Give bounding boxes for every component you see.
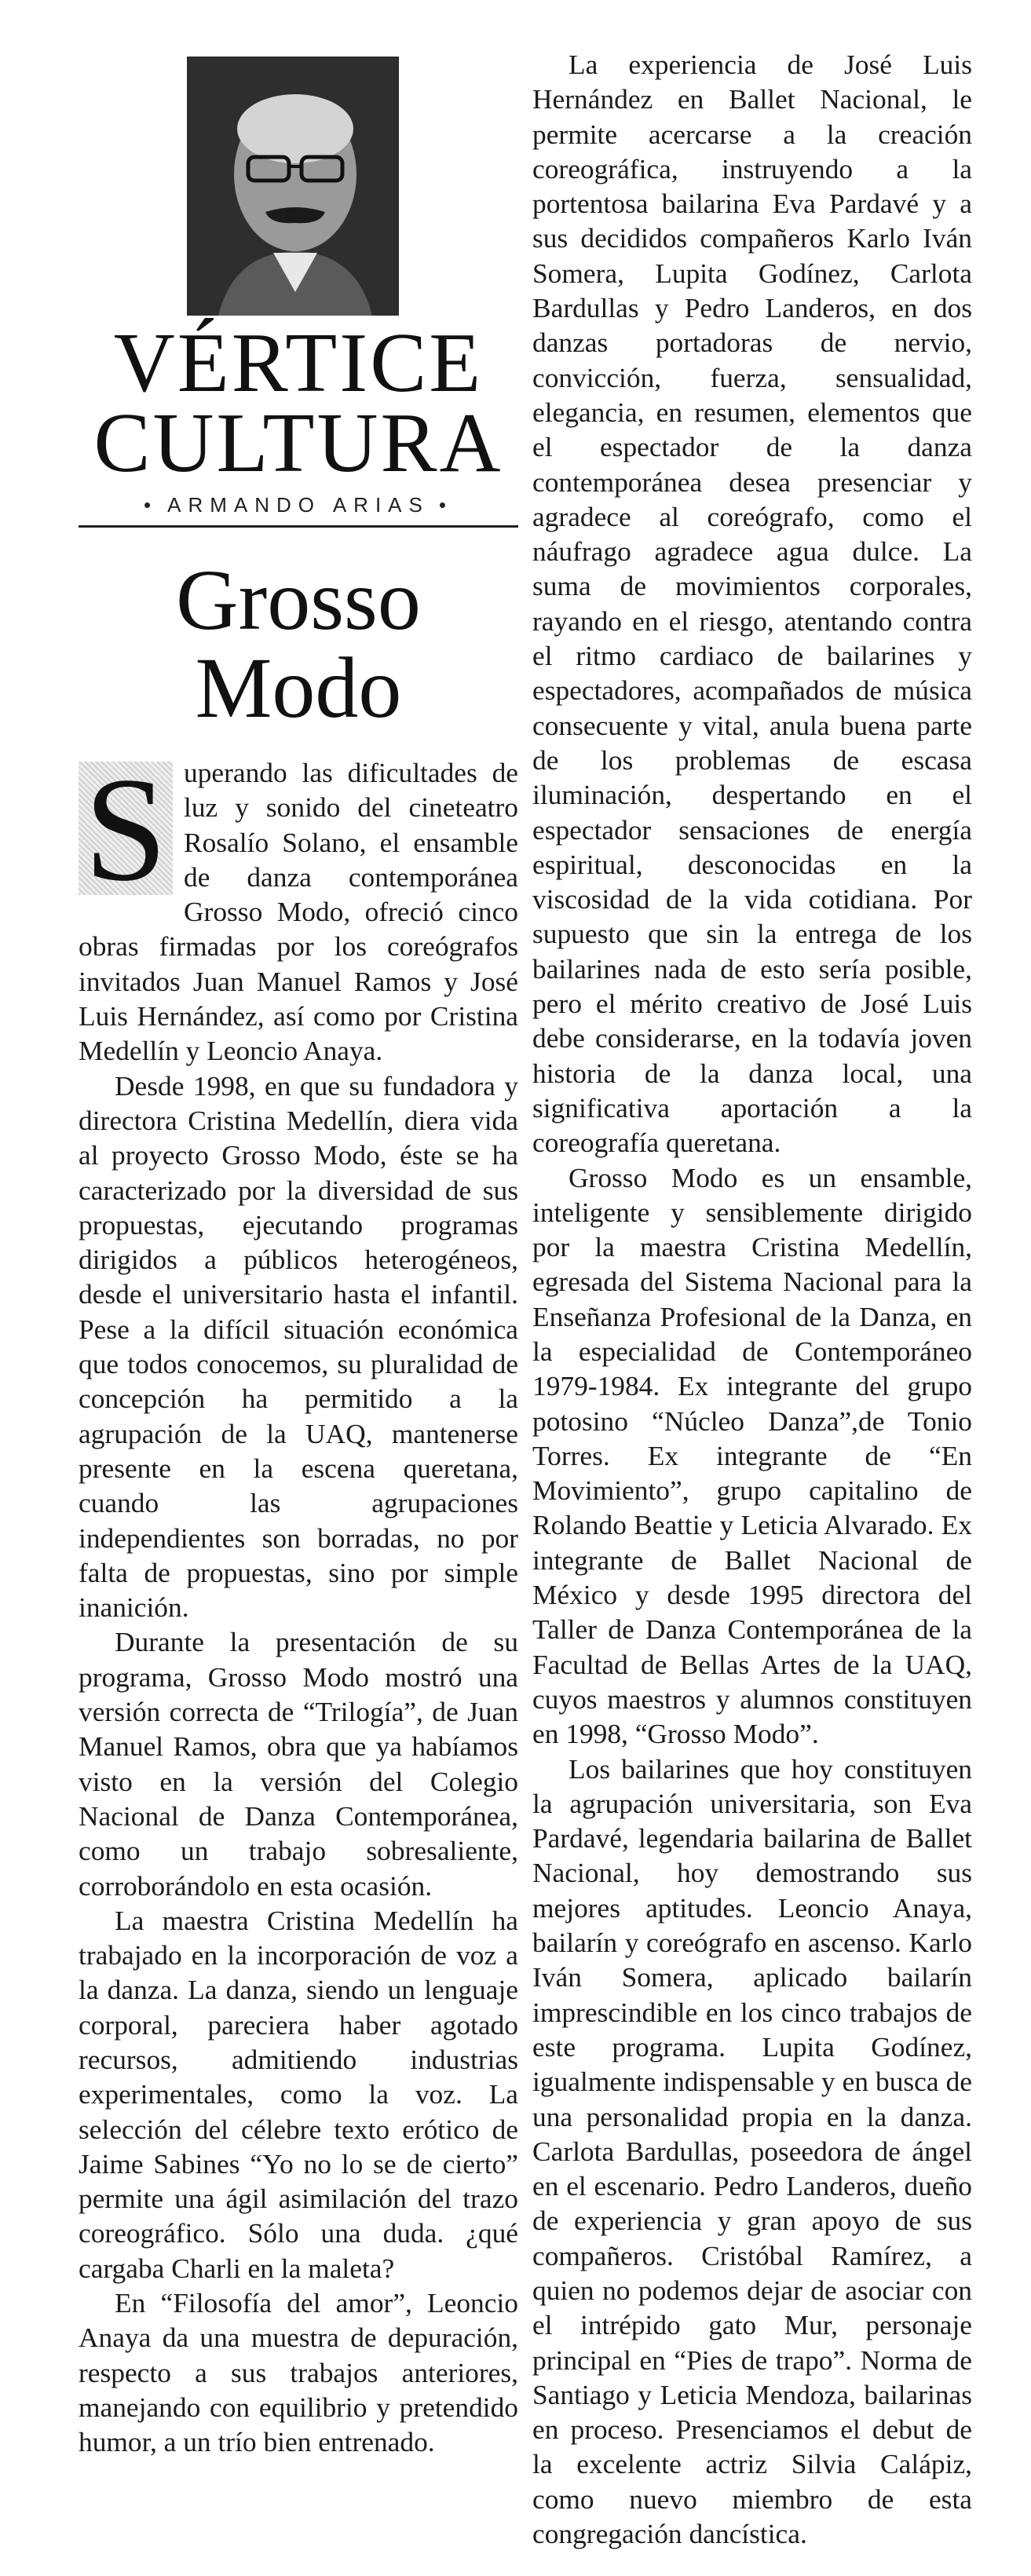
article-body-left	[79, 747, 518, 2460]
paragraph: Los bailarines que hoy constituyen la agrupación universitaria, son Eva Pardavé, legendaria bailarina de Ballet Nacional, hoy demostrando sus mejores aptitudes. Leoncio Anaya, bailarín y coreógrafo en ascenso. Karlo Iván Somera, aplicado bailarín imprescindible en los cinco trabajos de este programa. Lupita Godínez, igualmente indispensable y en busca de una personalidad propia en la danza. Carlota Bardullas, poseedora de ángel en el escenario. Pedro Landeros, dueño de experiencia y gran apoyo de sus compañeros. Cristóbal Ramírez, a quien no podemos dejar de asociar con el intrépido gato Mur, personaje principal en “Pies de trapo”. Norma de Santiago y Leticia Mendoza, bailarinas en proceso. Presenciamos el debut de la excelente actriz Silvia Calápiz, como nuevo miembro de esta congregación dancística.	[532, 1752, 972, 2550]
drop-cap-letter: S	[84, 747, 167, 912]
author-name: ARMANDO ARIAS	[167, 493, 430, 517]
byline-dot-left: •	[144, 493, 159, 517]
title-line-2: Modo	[195, 640, 402, 736]
paragraph	[79, 747, 518, 1069]
paragraph: Grosso Modo es un ensamble, inteligente y sensiblemente dirigido por la maestra Cristina Medellín, egresada del Sistema Nacional para la Enseñanza Profesional de la Danza, en la especialidad de Contemporáneo 1979-1984. Ex integrante del grupo potosino “Núcleo Danza”,de Tonio Torres. Ex integrante de “En Movimiento”, grupo capitalino de Rolando Beattie y Leticia Alvarado. Ex integrante de Ballet Nacional de México y desde 1995 directora del Taller de Danza Contemporánea de la Facultad de Bellas Artes de la UAQ, cuyos maestros y alumnos constituyen en 1998, “Grosso Modo”.	[532, 1161, 972, 1750]
article-body-right	[532, 47, 972, 2551]
column-masthead	[79, 316, 518, 490]
title-line-1: Grosso	[176, 552, 421, 648]
columnist-photo	[187, 57, 399, 316]
paragraph: Desde 1998, en que su fundadora y directora Cristina Medellín, diera vida al proyecto Grosso Modo, éste se ha caracterizado por la diversidad de sus propuestas, ejecutando programas dirigidos a públicos heterogéneos, desde el universitario hasta el infantil. Pese a la difícil situación económica que todos conocemos, su pluralidad de concepción ha permitido a la agrupación de la UAQ, mantenerse presente en la escena queretana, cuando las agrupaciones independientes son borradas, no por falta de propuestas, sino por simple inanición.	[79, 1069, 518, 1624]
paragraph: En “Filosofía del amor”, Leoncio Anaya da una muestra de depuración, respecto a sus trabajos anteriores, manejando con equilibrio y pretendido humor, a un trío bien entrenado.	[79, 2287, 518, 2458]
paragraph: Durante la presentación de su programa, Grosso Modo mostró una versión correcta de “Trilogía”, de Juan Manuel Ramos, obra que ya habíamos visto en la versión del Colegio Nacional de Danza Contemporánea, como un trabajo sobresaliente, corroborándolo en esta ocasión.	[79, 1626, 518, 1902]
portrait-image	[187, 57, 399, 316]
paragraph: La maestra Cristina Medellín ha trabajado en la incorporación de voz a la danza. La danza, siendo un lenguaje corporal, pareciera haber agotado recursos, admitiendo industrias experimentales, como la voz. La selección del célebre texto erótico de Jaime Sabines “Yo no lo se de cierto” permite una ágil asimilación del trazo coreográfico. Sólo una duda. ¿qué cargaba Charli en la maleta?	[79, 1904, 518, 2284]
masthead-vertice: VÉRTICE	[113, 316, 484, 410]
masthead-cultura: CULTURA	[93, 396, 503, 490]
byline-dot-right: •	[438, 493, 453, 517]
paragraph: La experiencia de José Luis Hernández en Ballet Nacional, le permite acercarse a la creación coreográfica, instruyendo a la portentosa bailarina Eva Pardavé y a sus decididos compañeros Karlo Iván Somera, Lupita Godínez, Carlota Bardullas y Pedro Landeros, en dos danzas portadoras de nervio, convicción, fuerza, sensualidad, elegancia, en resumen, elementos que el espectador de la danza contemporánea desea presenciar y agradece al coreógrafo, como el náufrago agradece agua dulce. La suma de movimientos corporales, rayando en el riesgo, atentando contra el ritmo cardiaco de bailarines y espectadores, acompañados de música consecuente y vital, anula buena parte de los problemas de escasa iluminación, despertando en el espectador sensaciones de energía espiritual, desconocidas en la viscosidad de la vida cotidiana. Por supuesto que sin la entrega de los bailarines nada de esto sería posible, pero el mérito creativo de José Luis debe considerarse, en la todavía joven historia de la danza local, una significativa aportación a la coreografía queretana.	[532, 49, 972, 1159]
author-byline	[79, 493, 518, 528]
right-column	[532, 47, 972, 2551]
drop-cap	[79, 747, 173, 912]
article-title	[79, 552, 518, 736]
left-column	[79, 47, 518, 2460]
paragraph-text: uperando las dificultades de luz y sonido del cineteatro Rosalío Solano, el ensamble de danza contemporánea Grosso Modo, ofreció cinco obras firmadas por los coreógrafos invitados Juan Manuel Ramos y José Luis Hernández, así como por Cristina Medellín y Leoncio Anaya.	[79, 757, 518, 1067]
